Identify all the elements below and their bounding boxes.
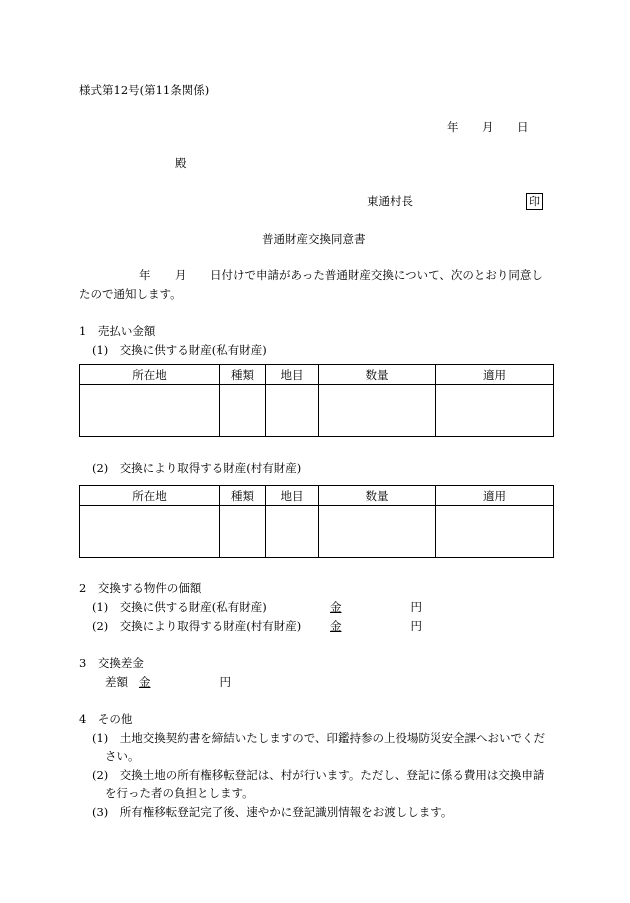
amount-suffix: 円 bbox=[410, 619, 422, 633]
date-day: 日 bbox=[517, 120, 529, 134]
section2-item2-amount bbox=[330, 619, 422, 633]
table-header-row bbox=[80, 486, 554, 506]
table-cell bbox=[220, 385, 266, 437]
section1-sub2: (2) 交換により取得する財産(村有財産) bbox=[92, 461, 302, 475]
table-cell bbox=[80, 506, 220, 558]
col-remarks: 適用 bbox=[436, 365, 554, 385]
table-cell bbox=[266, 506, 319, 558]
col-land-category: 地目 bbox=[266, 365, 319, 385]
form-number: 様式第12号(第11条関係) bbox=[79, 83, 210, 97]
section4-item3: (3) 所有権移転登記完了後、速やかに登記識別情報をお渡しします。 bbox=[92, 805, 453, 819]
intro-month: 月 bbox=[175, 268, 187, 282]
section4-item1-line2: さい。 bbox=[105, 749, 140, 763]
section2-item2-label: (2) 交換により取得する財産(村有財産) bbox=[92, 619, 302, 633]
intro-year: 年 bbox=[139, 268, 151, 282]
section4-item2-line1: (2) 交換土地の所有権移転登記は、村が行います。ただし、登記に係る費用は交換申請 bbox=[92, 768, 545, 782]
village-asset-table bbox=[79, 485, 554, 558]
amount-suffix: 円 bbox=[410, 600, 422, 614]
col-quantity: 数量 bbox=[319, 486, 436, 506]
section3-heading: 3 交換差金 bbox=[79, 656, 144, 670]
document-title: 普通財産交換同意書 bbox=[262, 232, 366, 246]
col-remarks: 適用 bbox=[436, 486, 554, 506]
section1-sub1: (1) 交換に供する財産(私有財産) bbox=[92, 343, 267, 357]
section2-item1-amount bbox=[330, 600, 422, 614]
table-row bbox=[80, 506, 554, 558]
col-type: 種類 bbox=[220, 486, 266, 506]
table-header-row bbox=[80, 365, 554, 385]
addressee-suffix: 殿 bbox=[175, 156, 187, 170]
section2-item1-label: (1) 交換に供する財産(私有財産) bbox=[92, 600, 267, 614]
section2-heading: 2 交換する物件の価額 bbox=[79, 581, 202, 595]
intro-line2: たので通知します。 bbox=[79, 287, 182, 301]
intro-line1: 日付けで申請があった普通財産交換について、次のとおり同意し bbox=[210, 268, 543, 282]
table-cell bbox=[436, 506, 554, 558]
table-cell bbox=[266, 385, 319, 437]
col-quantity: 数量 bbox=[319, 365, 436, 385]
col-location: 所在地 bbox=[80, 486, 220, 506]
date-year: 年 bbox=[447, 120, 459, 134]
seal-stamp: 印 bbox=[526, 193, 543, 210]
date-month: 月 bbox=[482, 120, 494, 134]
private-asset-table bbox=[79, 364, 554, 437]
section3-label: 差額 bbox=[105, 675, 128, 689]
section4-item1-line1: (1) 土地交換契約書を締結いたしますので、印鑑持参の上役場防災安全課へおいでくだ bbox=[92, 731, 546, 745]
table-cell bbox=[319, 506, 436, 558]
table-row bbox=[80, 385, 554, 437]
col-location: 所在地 bbox=[80, 365, 220, 385]
amount-prefix: 金 bbox=[330, 619, 342, 633]
col-land-category: 地目 bbox=[266, 486, 319, 506]
issuer: 東通村長 bbox=[367, 194, 413, 208]
section4-heading: 4 その他 bbox=[79, 712, 133, 726]
section4-item2-line2: を行った者の負担とします。 bbox=[105, 786, 254, 800]
col-type: 種類 bbox=[220, 365, 266, 385]
section3-amount bbox=[139, 675, 231, 689]
table-cell bbox=[80, 385, 220, 437]
amount-suffix: 円 bbox=[219, 675, 231, 689]
amount-prefix: 金 bbox=[139, 675, 151, 689]
table-cell bbox=[220, 506, 266, 558]
section1-heading: 1 売払い金額 bbox=[79, 324, 156, 338]
amount-prefix: 金 bbox=[330, 600, 342, 614]
table-cell bbox=[319, 385, 436, 437]
table-cell bbox=[436, 385, 554, 437]
